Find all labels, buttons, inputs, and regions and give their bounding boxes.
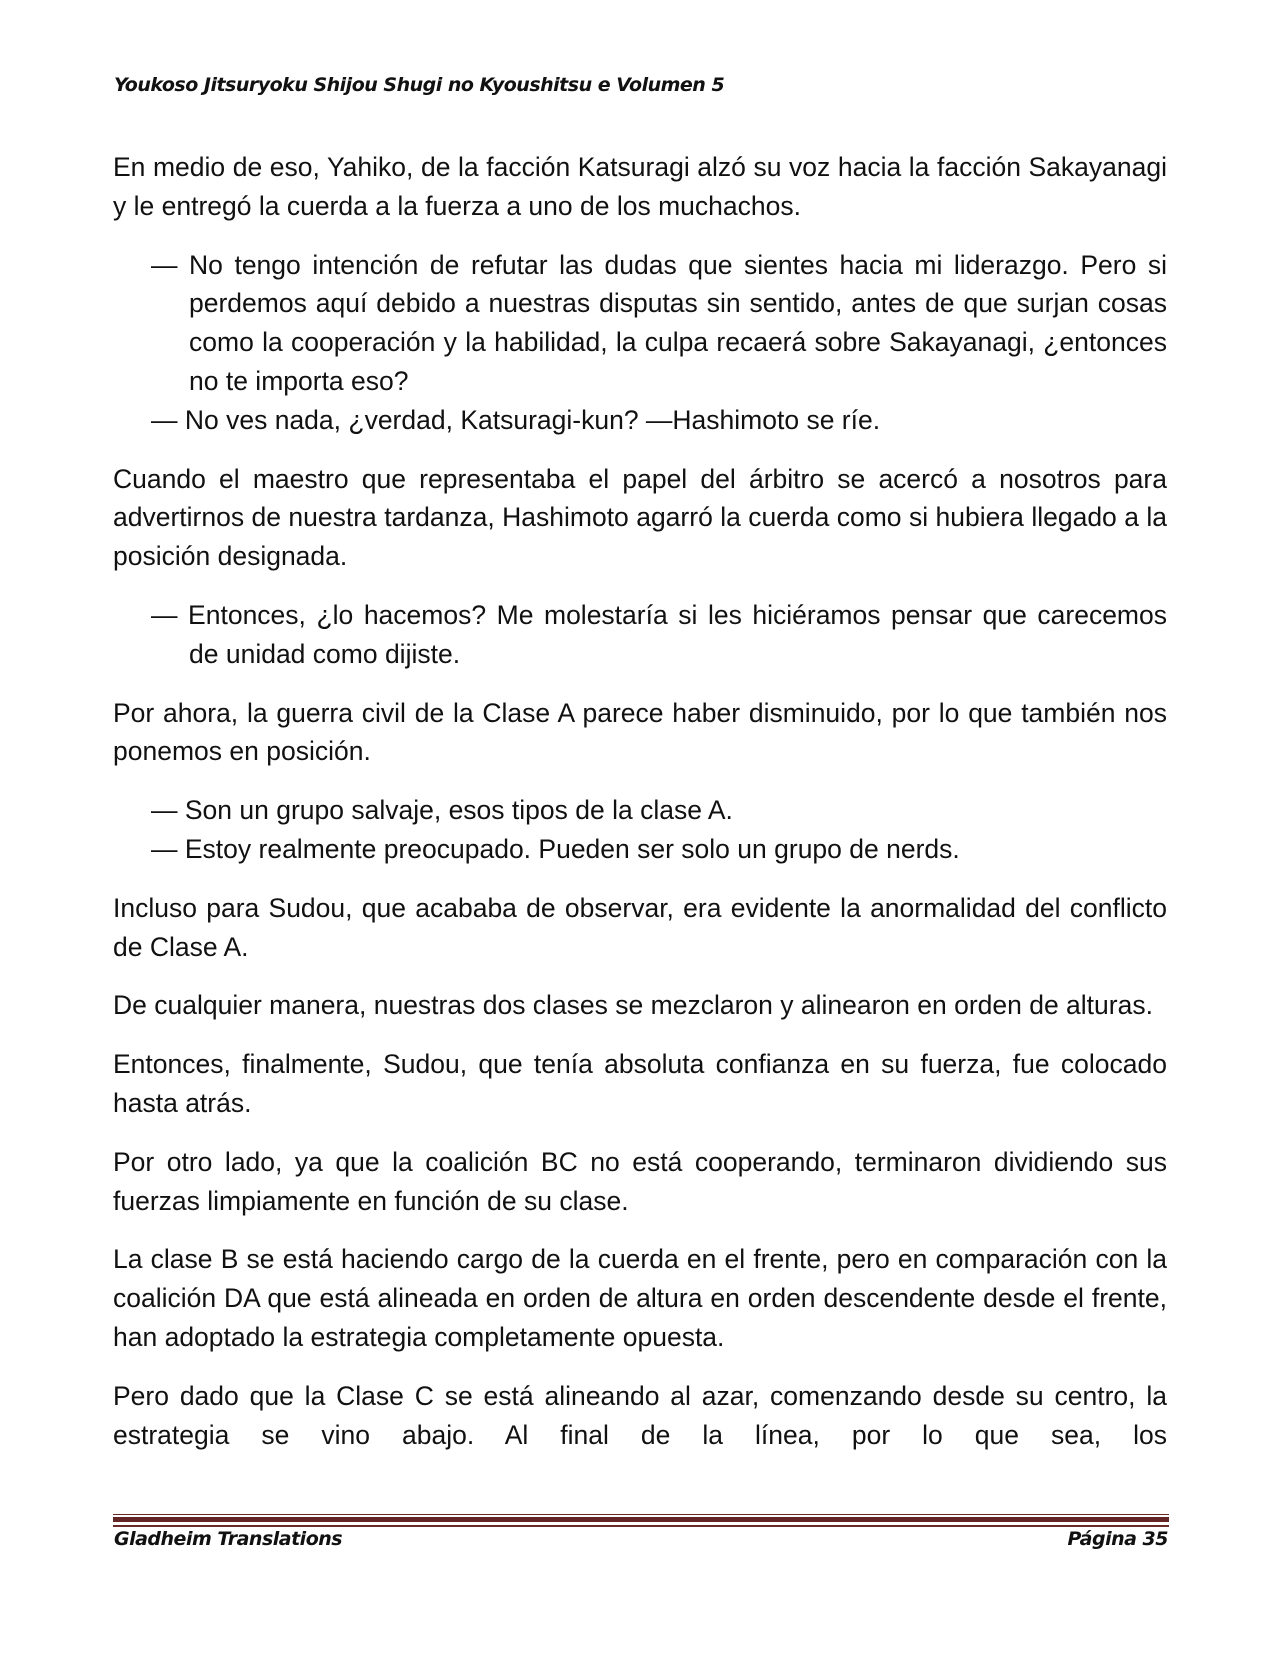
dialogue-line: — Entonces, ¿lo hacemos? Me molestaría si les hiciéramos pensar que carecemos de unidad como dijiste. — [151, 599, 1167, 669]
paragraph: Por otro lado, ya que la coalición BC no está cooperando, terminaron dividiendo sus fuerzas limpiamente en función de su clase. — [113, 1146, 1167, 1216]
paragraph: Entonces, finalmente, Sudou, que tenía absoluta confianza en su fuerza, fue colocado hasta atrás. — [113, 1049, 1167, 1118]
paragraph: Pero dado que la Clase C se está alineando al azar, comenzando desde su centro, la estrategia se vino abajo. Al final de la línea, por lo que sea, los — [113, 1380, 1167, 1450]
paragraph: Cuando el maestro que representaba el papel del árbitro se acercó a nosotros para advertirnos de nuestra tardanza, Hashimoto agarró la cuerda como si hubiera llegado a la posición designada. — [113, 463, 1167, 572]
running-header: Youkoso Jitsuryoku Shijou Shugi no Kyoushitsu e Volumen 5 — [114, 74, 725, 96]
dialogue-line: — Estoy realmente preocupado. Pueden ser solo un grupo de nerds. — [151, 833, 960, 864]
footer-publisher: Gladheim Translations — [114, 1528, 343, 1550]
page-body — [113, 148, 1167, 1474]
dialogue-line: — No tengo intención de refutar las dudas que sientes hacia mi liderazgo. Pero si perdemos aquí debido a nuestras disputas sin sentido, antes de que surjan cosas como la cooperación y la habilidad, la culpa recaerá sobre Sakayanagi, ¿entonces no te importa eso? — [151, 249, 1167, 396]
dialogue-block — [113, 791, 1167, 869]
paragraph: De cualquier manera, nuestras dos clases se mezclaron y alinearon en orden de alturas. — [113, 990, 1153, 1021]
dialogue-line: — Son un grupo salvaje, esos tipos de la clase A. — [151, 795, 733, 826]
paragraph: Por ahora, la guerra civil de la Clase A parece haber disminuido, por lo que también nos ponemos en posición. — [113, 697, 1167, 767]
paragraph: Incluso para Sudou, que acababa de observar, era evidente la anormalidad del conflicto de Clase A. — [113, 892, 1167, 962]
dialogue-block — [113, 596, 1167, 674]
dialogue-line: — No ves nada, ¿verdad, Katsuragi-kun? —Hashimoto se ríe. — [151, 404, 881, 435]
footer-rule — [113, 1514, 1169, 1527]
dialogue-block — [113, 246, 1167, 440]
footer-page-number: Página 35 — [1067, 1528, 1168, 1550]
paragraph: La clase B se está haciendo cargo de la cuerda en el frente, pero en comparación con la coalición DA que está alineada en orden de altura en orden descendente desde el frente, han adoptado la estrategia completamente opuesta. — [113, 1244, 1167, 1352]
paragraph: En medio de eso, Yahiko, de la facción Katsuragi alzó su voz hacia la facción Sakayanagi y le entregó la cuerda a la fuerza a uno de los muchachos. — [113, 152, 1167, 221]
